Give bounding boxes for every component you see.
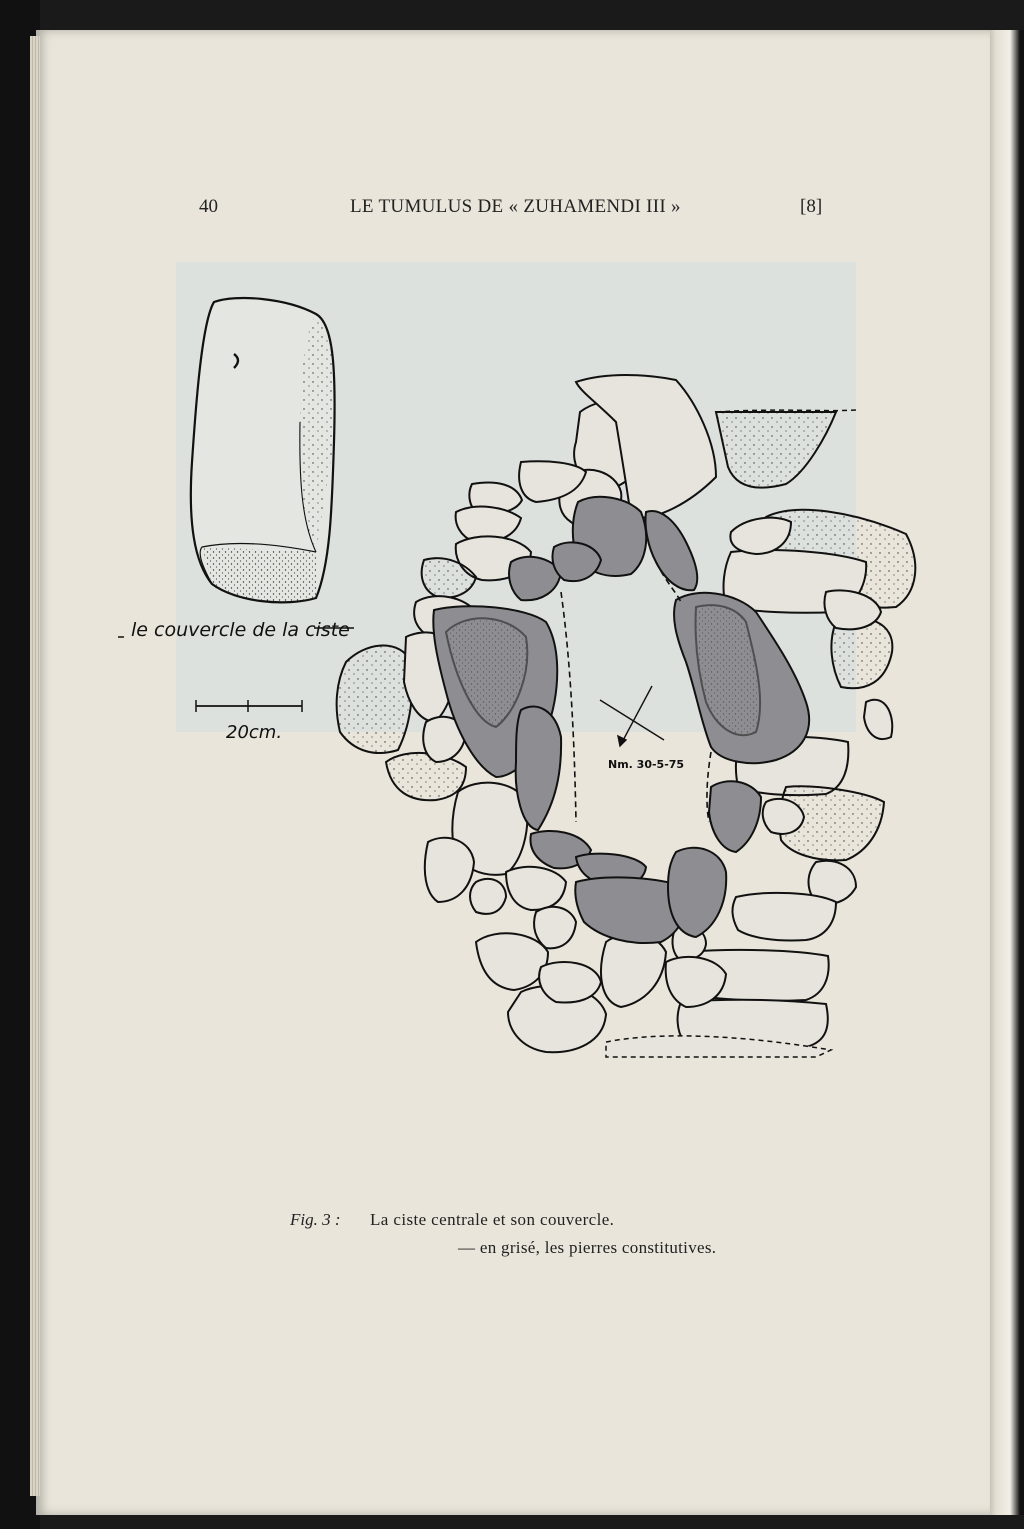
- caption-line-2: — en grisé, les pierres constitutives.: [458, 1238, 717, 1257]
- page-number: 40: [199, 196, 218, 217]
- scale-label: 20cm.: [226, 722, 283, 743]
- north-label: Nm. 30-5-75: [608, 758, 685, 771]
- figure-ciste-plan: [131, 262, 856, 1064]
- cover-stone-drawing: [191, 298, 335, 602]
- section-number: [8]: [800, 196, 823, 217]
- facing-page-edge: [990, 30, 1024, 1515]
- page-edges: [30, 36, 40, 1496]
- cover-label: le couvercle de la ciste: [131, 619, 350, 641]
- caption-label: Fig. 3 :: [290, 1210, 341, 1229]
- caption-line-1: La ciste centrale et son couvercle.: [370, 1210, 615, 1229]
- running-title: LE TUMULUS DE « ZUHAMENDI III »: [350, 196, 681, 217]
- running-header: [0, 196, 1024, 226]
